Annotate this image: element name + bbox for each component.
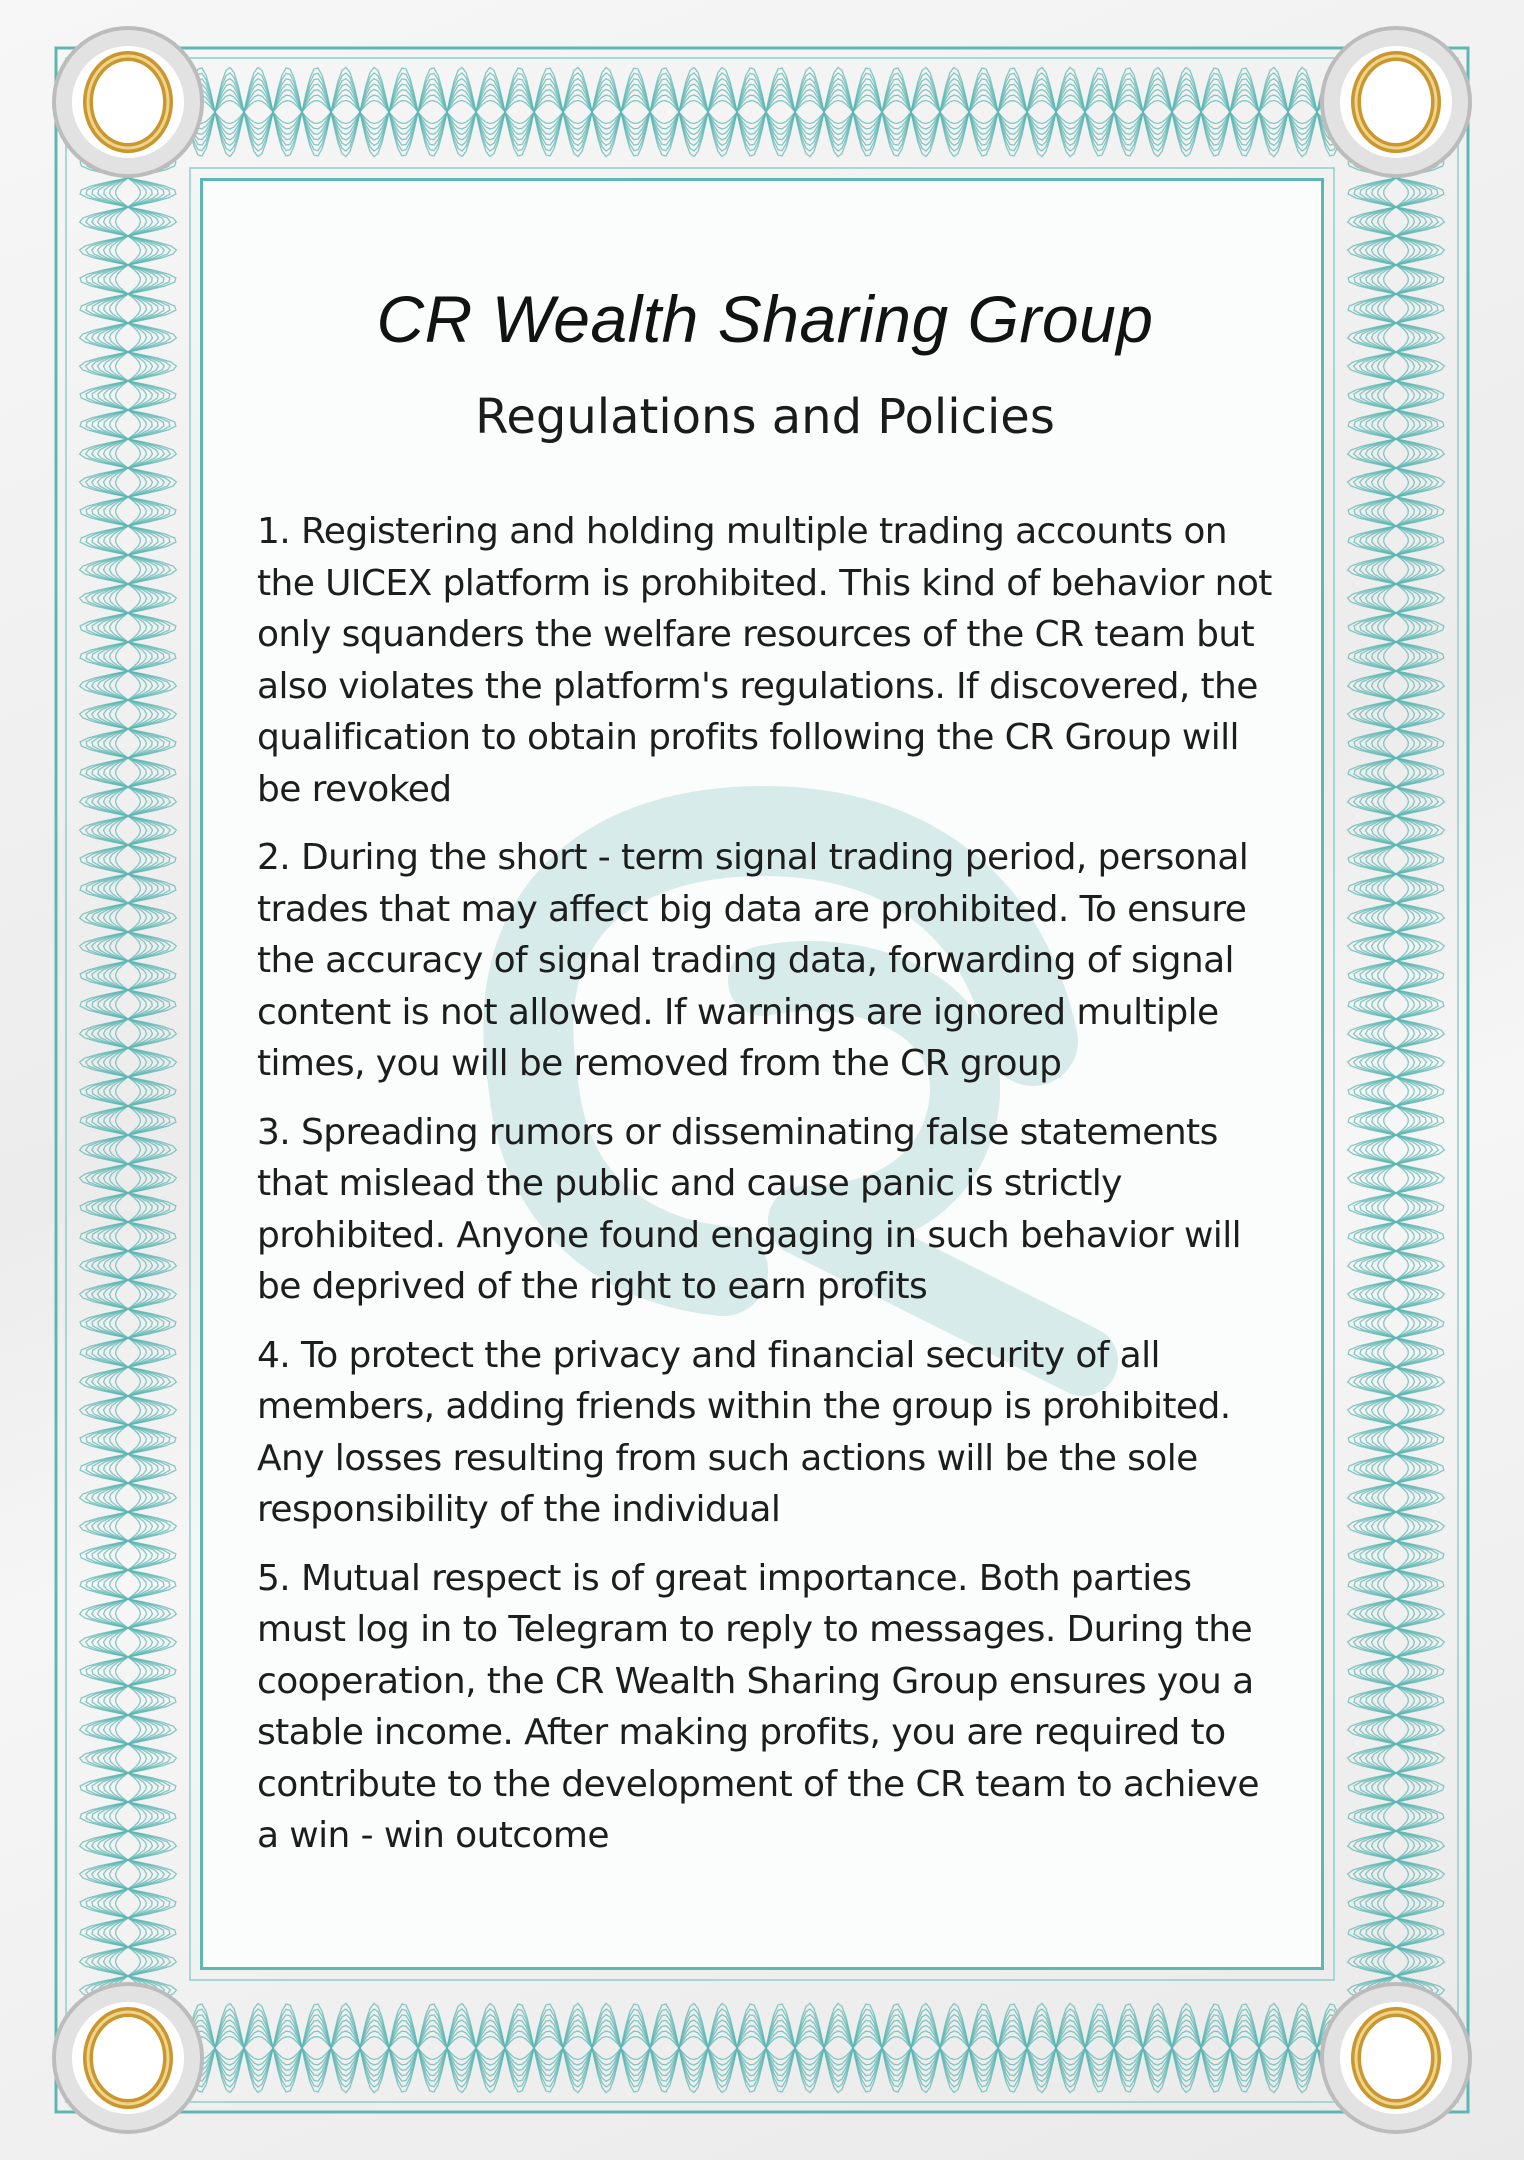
rule-2: 2. During the short - term signal trading period, personal trades that may affect big data are prohibited. To ensure the accuracy of signal trading data, forwarding of signal content is not allowed. If warnings are ignored multiple times, you will be removed from the CR group	[257, 837, 1249, 1084]
corner-ring-icon	[1322, 28, 1470, 176]
rule-4: 4. To protect the privacy and financial security of all members, adding friends within the group is prohibited. Any losses resulting from such actions will be the sole responsibility of the individual	[257, 1334, 1231, 1530]
document-title: CR Wealth Sharing Group	[376, 282, 1154, 356]
corner-ring-icon	[54, 28, 202, 176]
rule-5: 5. Mutual respect is of great importance. Both parties must log in to Telegram to reply to messages. During the cooperation, the CR Wealth Sharing Group ensures you a stable income. After making profits, you are required to contribute to the development of the CR team to achieve a win - win outcome	[257, 1557, 1259, 1856]
corner-ring-icon	[54, 1984, 202, 2132]
document-subtitle: Regulations and Policies	[475, 389, 1055, 445]
rule-1: 1. Registering and holding multiple trading accounts on the UICEX platform is prohibited. This kind of behavior not only squanders the welfare resources of the CR team but also violates the platform's regulations. If discovered, the qualification to obtain profits following the CR Group will be revoked	[257, 511, 1272, 810]
rule-3: 3. Spreading rumors or disseminating false statements that mislead the public and cause panic is strictly prohibited. Anyone found engaging in such behavior will be deprived of the right to earn profits	[257, 1111, 1242, 1307]
corner-ring-icon	[1322, 1984, 1470, 2132]
